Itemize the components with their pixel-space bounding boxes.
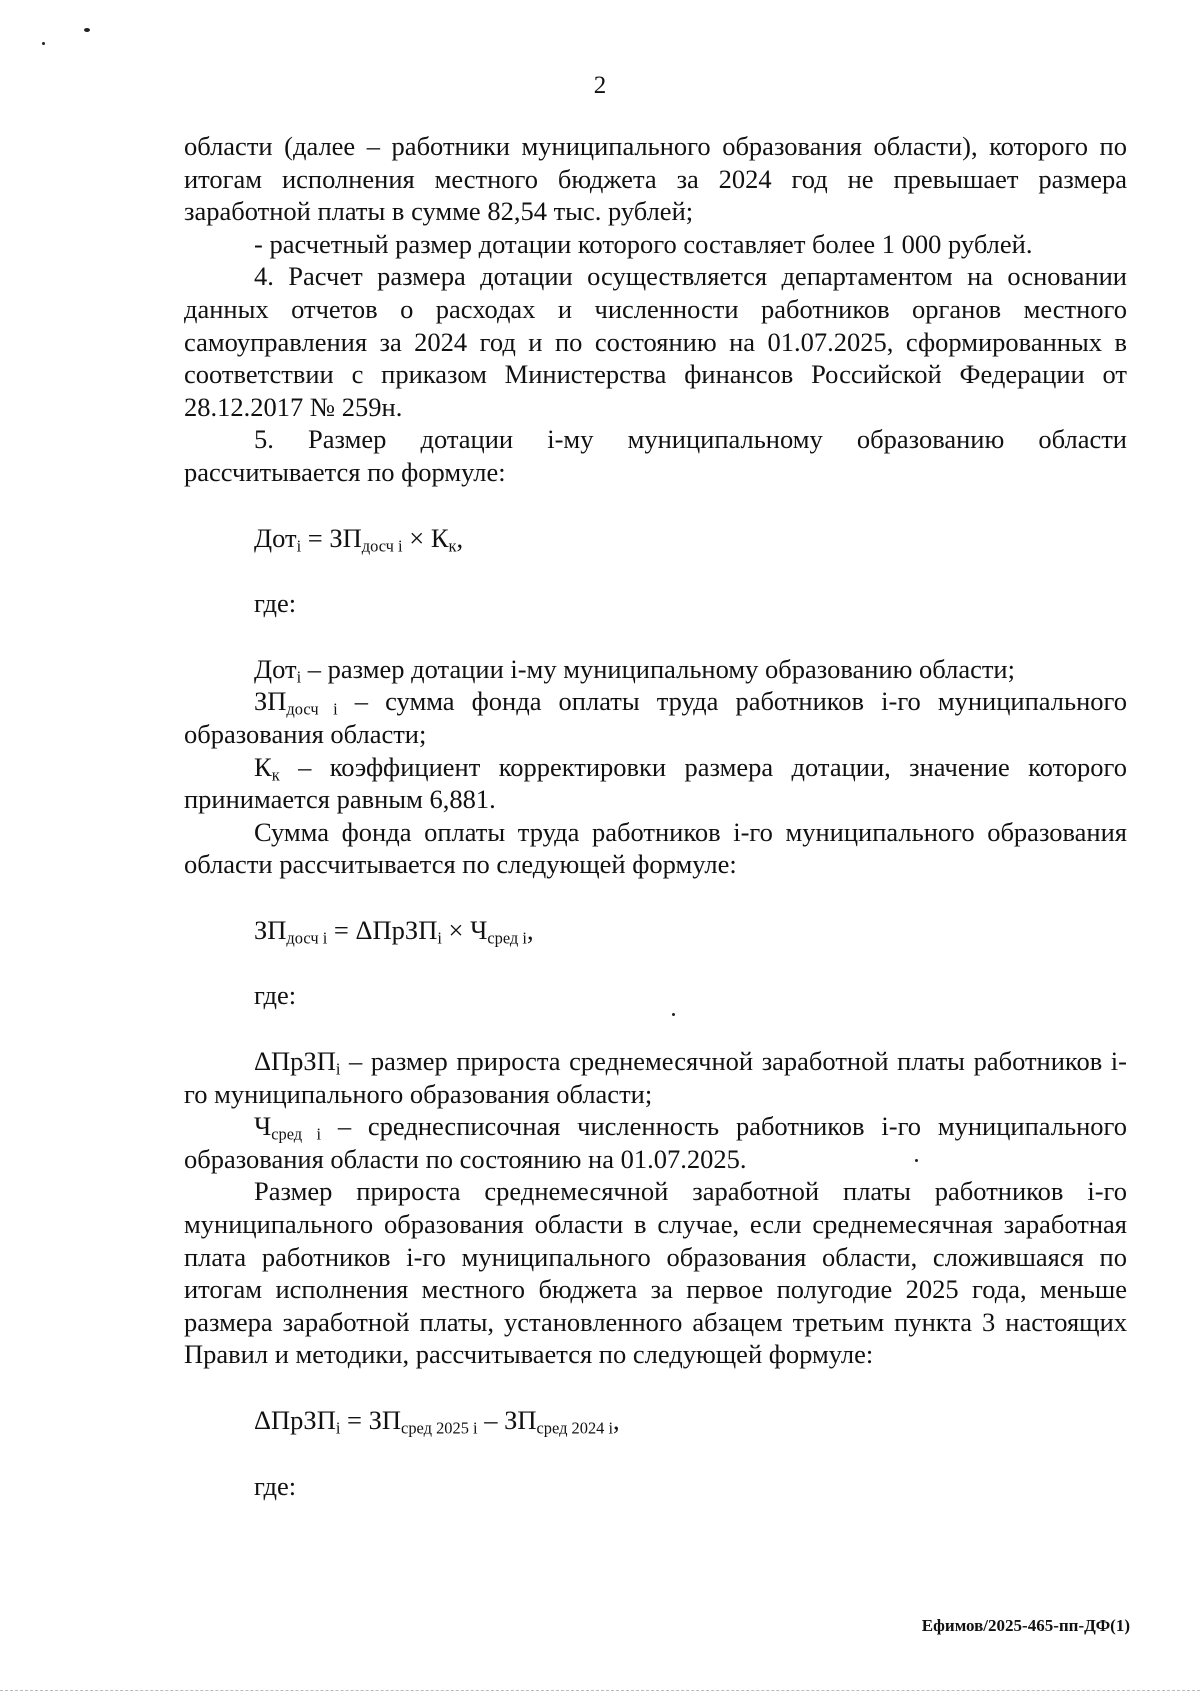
where-label: где: xyxy=(254,1470,297,1501)
paragraph: - расчетный размер дотации которого составляет более 1 000 рублей. xyxy=(254,228,1033,259)
scan-edge xyxy=(0,1690,1200,1691)
page-number: 2 xyxy=(593,72,607,99)
where-label: где: xyxy=(254,588,297,619)
definition-k: $К_к$ – коэффициент корректировки размера дотации, значение которого принимается равным 6,881. xyxy=(184,751,1127,815)
definition-ch: $Ч_{сред i}$ – среднесписочная численность работников i-го муниципального образования области по состоянию на 01.07.2025. xyxy=(184,1111,1127,1174)
formula-dot: $Дот_i = ЗП_{досч i} \times К_к$, xyxy=(254,522,464,556)
definition-zp: $ЗП_{досч i}$ – сумма фонда оплаты труда работников i-го муниципального образования области; xyxy=(184,686,1127,749)
paragraph: Размер прироста среднемесячной заработной платы работников i-го муниципального образования области в случае, если среднемесячная заработная плата работников i-го муниципального образования области, сложившаяся по итогам исполнения местного бюджета за первое полугодие 2025 года, меньше размера заработной платы, установленного абзацем третьим пункта 3 настоящих Правил и методики, рассчитывается по следующей формуле: xyxy=(184,1176,1127,1370)
document-footer-code: Ефимов/2025-465-пп-ДФ(1) xyxy=(921,1616,1130,1635)
definition-dot: Дот$_i$ – размер дотации i-му муниципальному образованию области; xyxy=(254,653,1015,687)
formula-dprzp: ΔПрЗП$_i$ = $ЗП_{сред 2025 i} - ЗП_{сред 2024 i}$, xyxy=(254,1405,620,1438)
document-body xyxy=(184,130,1127,1502)
formula-zp: $ЗП_{досч i}$ = ΔПрЗП$_i$ × $Ч_{сред i}$, xyxy=(254,914,534,948)
paragraph: 5. Размер дотации i-му муниципальному образованию области рассчитывается по формуле: xyxy=(184,424,1127,487)
where-label: где: xyxy=(254,980,297,1011)
paragraph: Сумма фонда оплаты труда работников i-го муниципального образования области рассчитывается по следующей формуле: xyxy=(184,816,1127,880)
definition-dprzp: ΔПрЗП$_i$ – размер прироста среднемесячной заработной платы работников i-го муниципального образования области; xyxy=(184,1046,1127,1109)
paragraph: области (далее – работники муниципального образования области), которого по итогам исполнения местного бюджета за 2024 год не превышает размера заработной платы в сумме 82,54 тыс. рублей; xyxy=(184,131,1127,227)
scan-speck xyxy=(42,42,45,45)
paragraph: 4. Расчет размера дотации осуществляется департаментом на основании данных отчетов о расходах и численности работников органов местного самоуправления за 2024 год и по состоянию на 01.07.2025, сформированных в соответствии с приказом Министерства финансов Российской Федерации от 28.12.2017 № 259н. xyxy=(184,261,1127,422)
scan-speck xyxy=(84,28,90,32)
